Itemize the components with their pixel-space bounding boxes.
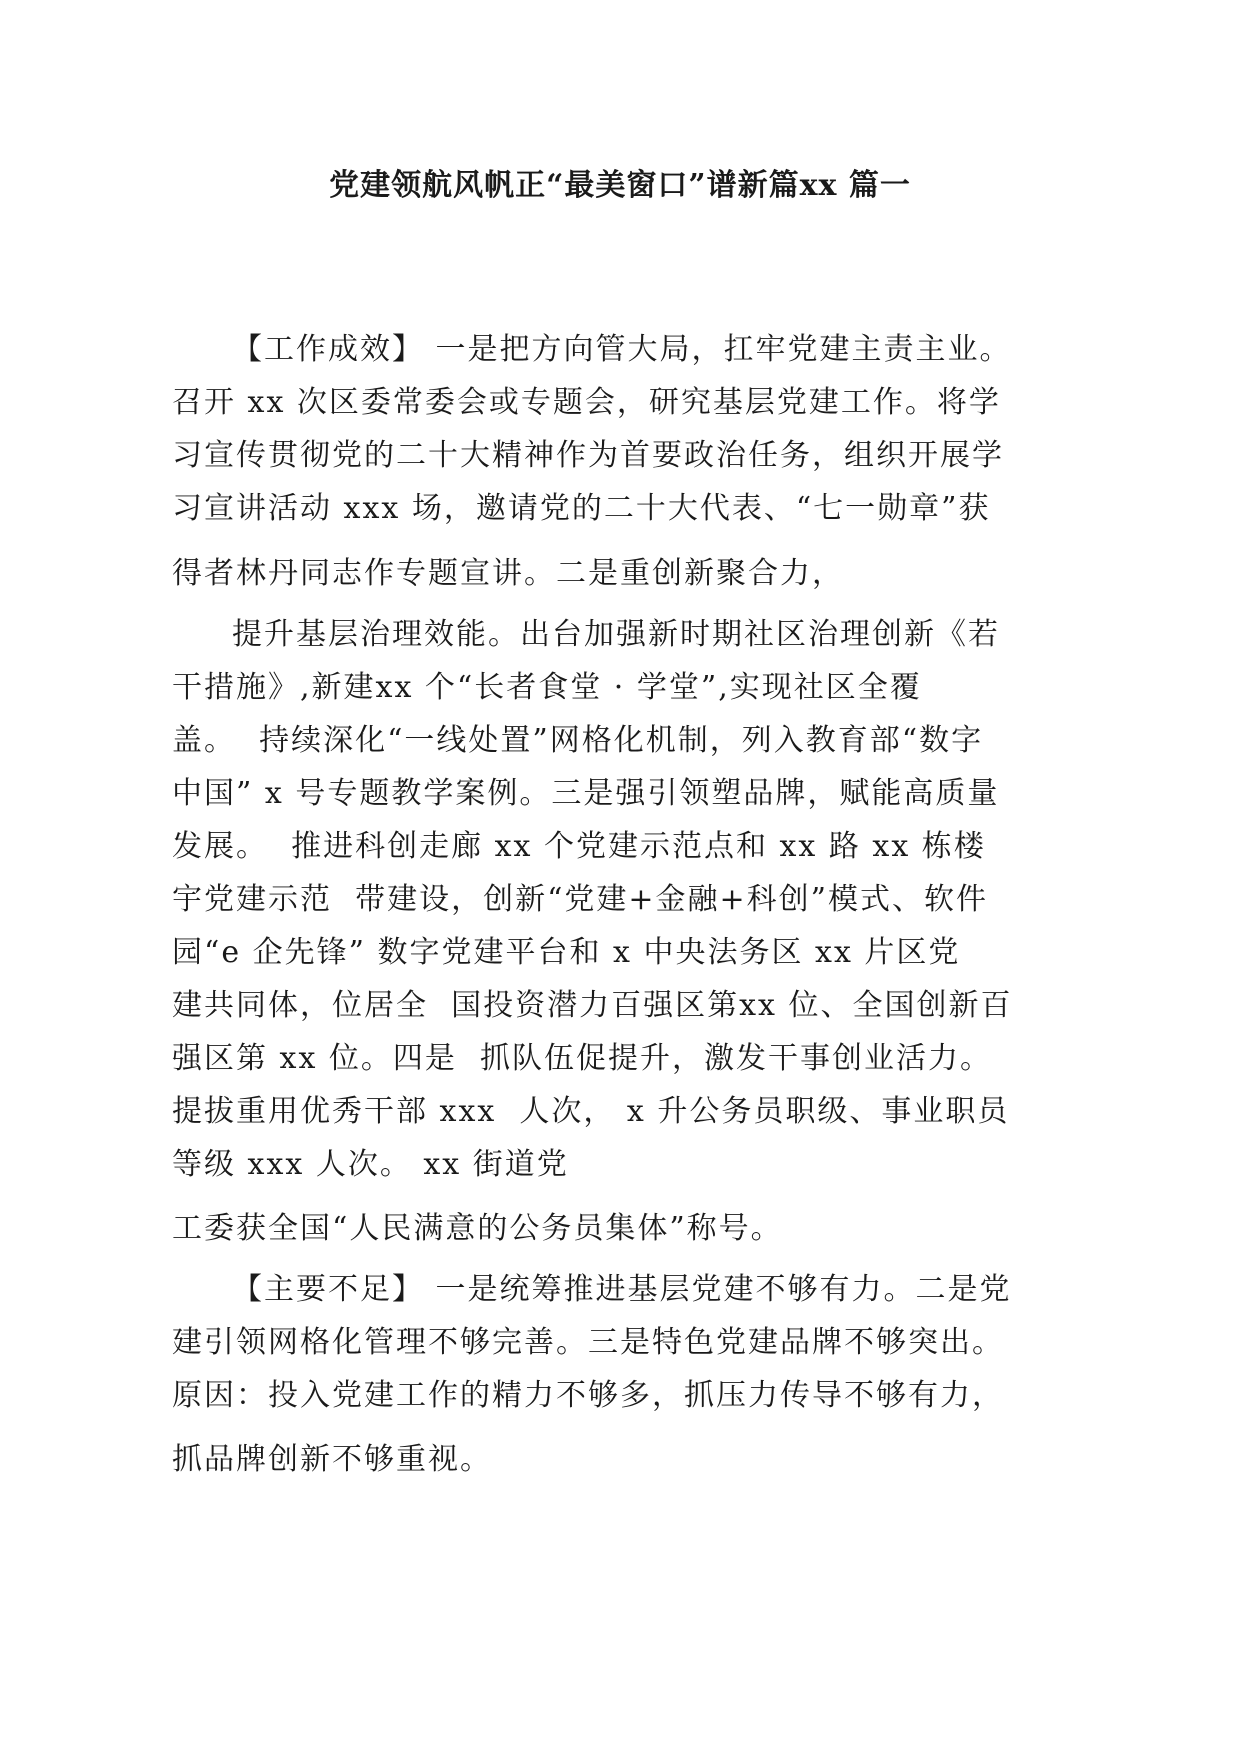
document-title: 党建领航风帆正“最美窗口”谱新篇xx 篇一 — [329, 168, 911, 203]
paragraph-line: 建引领网格化管理不够完善。三是特色党建品牌不够突出。 — [172, 1325, 1004, 1360]
paragraph-line: 工委获全国“人民满意的公务员集体”称号。 — [172, 1211, 783, 1246]
paragraph-line: 盖。 持续深化“一线处置”网格化机制，列入教育部“数字 — [172, 723, 984, 758]
paragraph-line: 干措施》,新建xx 个“长者食堂 · 学堂”,实现社区全覆 — [172, 670, 922, 705]
paragraph-line: 建共同体，位居全 国投资潜力百强区第xx 位、全国创新百 — [172, 988, 1013, 1023]
paragraph-line: 提拔重用优秀干部 xxx 人次， x 升公务员职级、事业职员 — [172, 1094, 1010, 1129]
paragraph-line: 得者林丹同志作专题宣讲。二是重创新聚合力， — [172, 556, 844, 591]
paragraph-line: 等级 xxx 人次。 xx 街道党 — [172, 1147, 569, 1182]
paragraph-line: 【工作成效】 一是把方向管大局，扛牢党建主责主业。 — [232, 332, 1012, 367]
paragraph-line: 发展。 推进科创走廊 xx 个党建示范点和 xx 路 xx 栋楼 — [172, 829, 986, 864]
paragraph-line: 抓品牌创新不够重视。 — [172, 1442, 492, 1477]
paragraph-line: 习宣讲活动 xxx 场，邀请党的二十大代表、“七一勋章”获 — [172, 491, 991, 526]
paragraph-line: 召开 xx 次区委常委会或专题会，研究基层党建工作。将学 — [172, 385, 1001, 420]
paragraph-line: 中国” x 号专题教学案例。三是强引领塑品牌，赋能高质量 — [172, 776, 1000, 811]
paragraph-line: 园“e 企先锋” 数字党建平台和 x 中央法务区 xx 片区党 — [172, 935, 961, 970]
paragraph-line: 习宣传贯彻党的二十大精神作为首要政治任务，组织开展学 — [172, 438, 1004, 473]
paragraph-line: 【主要不足】 一是统筹推进基层党建不够有力。二是党 — [232, 1272, 1012, 1307]
paragraph-line: 宇党建示范 带建设，创新“党建+金融+科创”模式、软件 — [172, 882, 989, 917]
paragraph-line: 提升基层治理效能。出台加强新时期社区治理创新《若 — [232, 617, 1000, 652]
paragraph-line: 原因：投入党建工作的精力不够多，抓压力传导不够有力， — [172, 1378, 1004, 1413]
paragraph-line: 强区第 xx 位。四是 抓队伍促提升，激发干事创业活力。 — [172, 1041, 992, 1076]
